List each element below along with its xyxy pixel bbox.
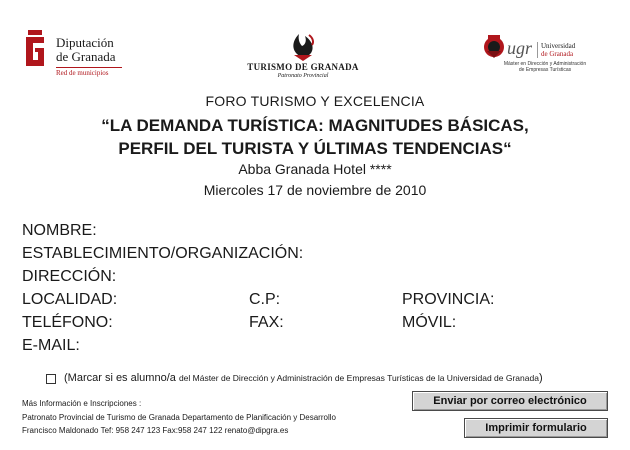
student-label-end: ): [538, 372, 543, 384]
localidad-label: LOCALIDAD:: [22, 291, 118, 308]
fax-label: FAX:: [249, 314, 284, 331]
student-checkbox-label: [64, 372, 543, 384]
pomegranate-flame-icon: [293, 34, 313, 61]
cp-label: C.P:: [249, 291, 281, 308]
event-series-title: FORO TURISMO Y EXCELENCIA: [205, 93, 425, 109]
nombre-label: NOMBRE:: [22, 222, 97, 239]
diputacion-name-line2: de Granada: [56, 49, 116, 64]
ugr-crest-icon: [484, 35, 504, 58]
ugr-master-name: [486, 61, 604, 73]
direccion-label: DIRECCIÓN:: [22, 268, 117, 285]
diputacion-name-line1: Diputación: [56, 35, 114, 50]
diputacion-emblem-icon: [26, 30, 44, 66]
establecimiento-label: ESTABLECIMIENTO/ORGANIZACIÓN:: [22, 245, 304, 262]
info-contact: Francisco Maldonado Tef: 958 247 123 Fax:958 247 122 renato@dipgra.es: [22, 426, 289, 435]
provincia-label: PROVINCIA:: [402, 291, 495, 308]
info-organization: Patronato Provincial de Turismo de Granada Departamento de Planificación y Desarrollo: [22, 413, 336, 422]
movil-label: MÓVIL:: [402, 314, 457, 331]
turismo-name: TURISMO DE GRANADA: [247, 62, 359, 72]
print-form-button[interactable]: Imprimir formulario: [464, 418, 608, 438]
send-email-button[interactable]: Enviar por correo electrónico: [412, 391, 608, 411]
ugr-name-line2: de Granada: [541, 50, 574, 58]
student-label-main: (Marcar si es alumno/a: [64, 372, 176, 384]
diputacion-name: [56, 36, 116, 64]
event-date: Miercoles 17 de noviembre de 2010: [203, 182, 427, 198]
ugr-name: [537, 42, 575, 58]
diputacion-subtitle: Red de municipios: [56, 67, 122, 77]
event-venue: Abba Granada Hotel ****: [238, 161, 392, 177]
turismo-subtitle: Patronato Provincial: [277, 73, 329, 79]
event-title-line2: PERFIL DEL TURISTA Y ÚLTIMAS TENDENCIAS“: [118, 139, 512, 158]
ugr-master-line2: de Empresas Turísticas: [518, 67, 572, 73]
telefono-label: TELÉFONO:: [22, 314, 113, 331]
student-checkbox[interactable]: [46, 374, 56, 384]
email-label: E-MAIL:: [22, 337, 80, 354]
student-label-detail: del Máster de Dirección y Administración de Empresas Turísticas de la Universidad de Granada: [178, 373, 539, 383]
ugr-name-line1: Universidad: [541, 42, 576, 50]
ugr-master-line1: Máster en Dirección y Administración: [503, 61, 587, 67]
ugr-mark: ugr: [507, 38, 533, 58]
info-heading: Más Información e Inscripciones :: [22, 399, 142, 408]
event-title-line1: “LA DEMANDA TURÍSTICA: MAGNITUDES BÁSICAS,: [101, 116, 529, 135]
